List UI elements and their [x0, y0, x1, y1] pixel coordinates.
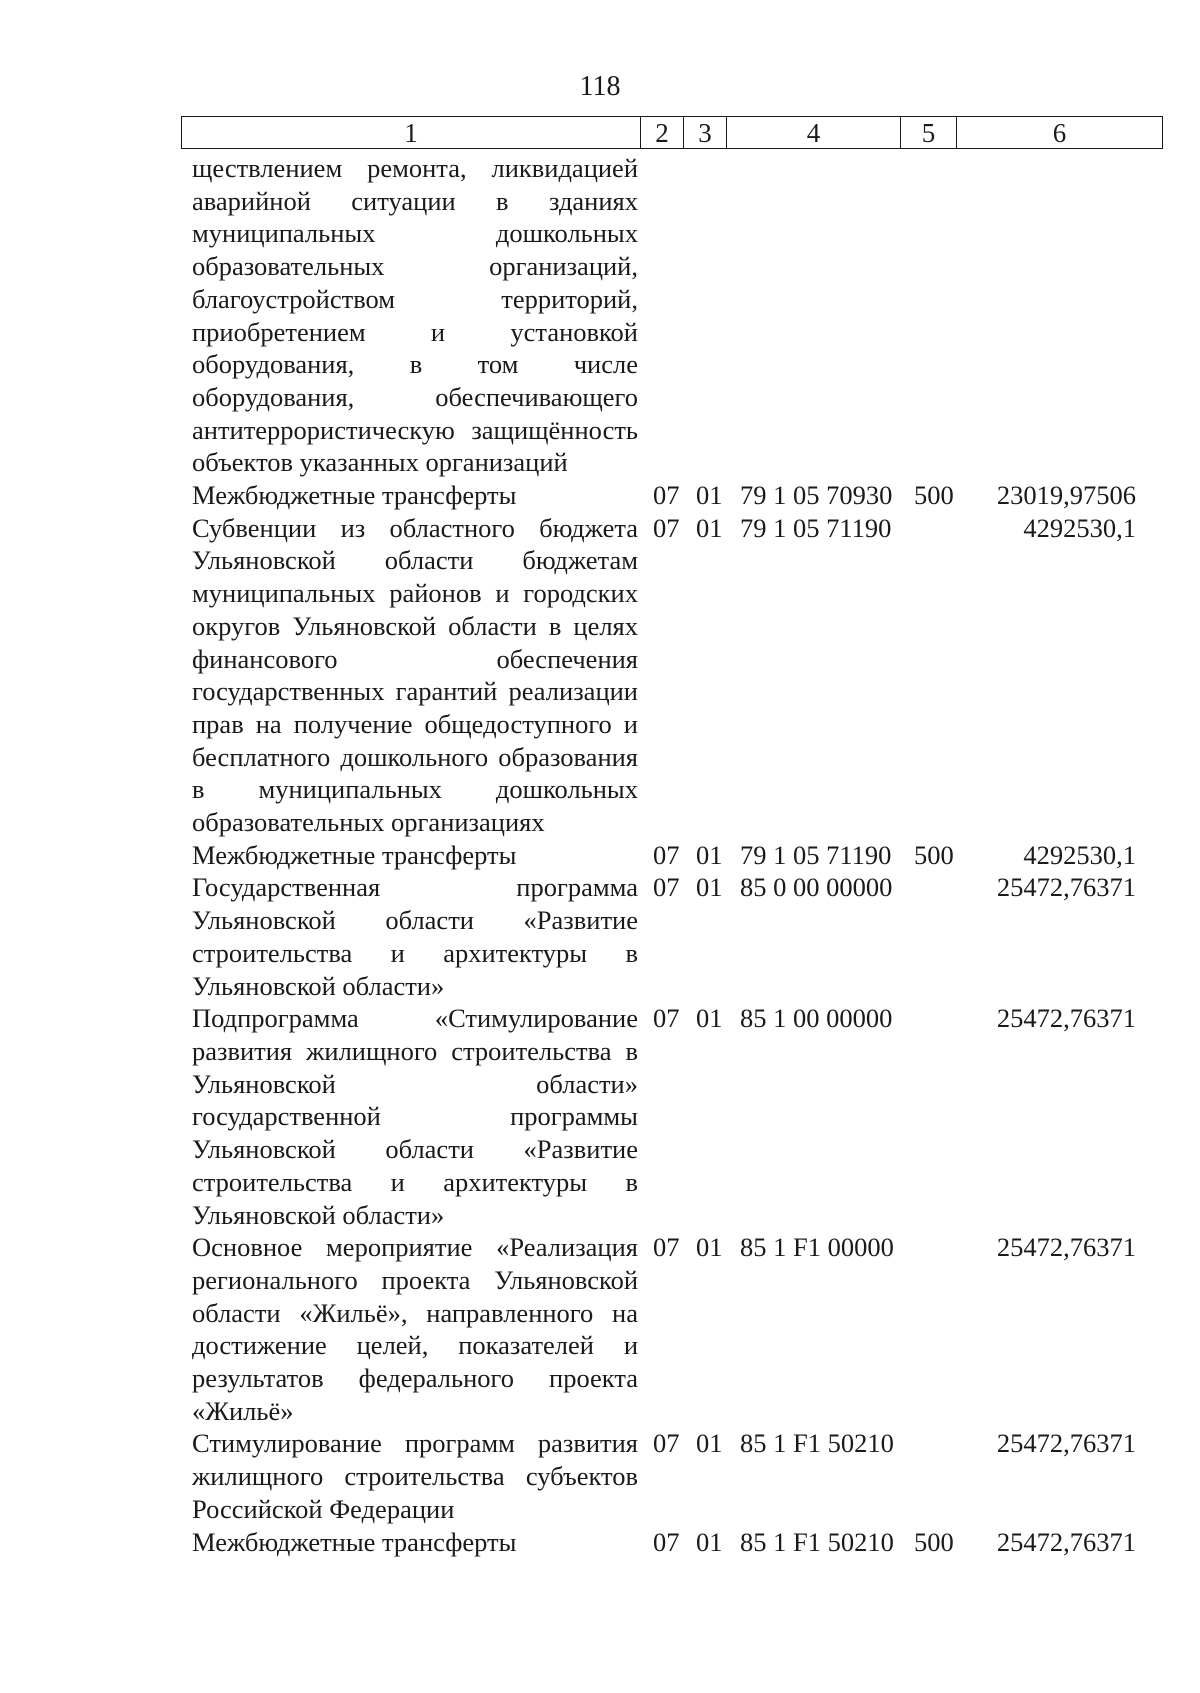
row-target-article: 85 1 00 00000: [740, 1003, 893, 1034]
row-section: 07: [653, 839, 680, 870]
row-subsection: 01: [696, 839, 723, 870]
budget-table-body: [0, 152, 1200, 1558]
row-amount: 25472,76371: [996, 1526, 1136, 1557]
column-header-4: 4: [727, 117, 901, 149]
table-row: [0, 1002, 1200, 1231]
row-subsection: 01: [696, 1428, 723, 1459]
row-description: Субвенции из областного бюджета Ульяновской области бюджетам муниципальных районов и городских округов Ульяновской области в целях финансового обеспечения государственных гарантий реализации прав на получение общедоступного и бесплатного дошкольного образования в муниципальных дошкольных образовательных организациях: [192, 512, 638, 838]
row-amount: 25472,76371: [996, 1428, 1136, 1459]
table-row: [0, 871, 1200, 1002]
column-header-6: 6: [957, 117, 1163, 149]
table-row: [0, 839, 1200, 872]
row-target-article: 79 1 05 70930: [740, 480, 893, 511]
row-section: 07: [653, 1428, 680, 1459]
row-section: 07: [653, 872, 680, 903]
row-target-article: 79 1 05 71190: [740, 839, 892, 870]
row-description: Межбюджетные трансферты: [192, 1526, 517, 1557]
column-header-table: [181, 116, 1163, 149]
row-section: 07: [653, 512, 680, 543]
row-amount: 4292530,1: [1023, 839, 1136, 870]
column-header-row: [182, 117, 1163, 149]
row-description: Межбюджетные трансферты: [192, 839, 517, 870]
row-description: Государственная программа Ульяновской области «Развитие строительства и архитектуры в Ульяновской области»: [192, 872, 638, 1001]
row-amount: 25472,76371: [996, 1003, 1136, 1034]
table-row: [0, 1231, 1200, 1427]
row-target-article: 85 0 00 00000: [740, 872, 893, 903]
row-section: 07: [653, 480, 680, 511]
row-target-article: 79 1 05 71190: [740, 512, 892, 543]
row-target-article: 85 1 F1 50210: [740, 1526, 894, 1557]
row-section: 07: [653, 1003, 680, 1034]
column-header-5: 5: [901, 117, 957, 149]
row-amount: 4292530,1: [1023, 512, 1136, 543]
row-amount: 25472,76371: [996, 872, 1136, 903]
table-row: [0, 1526, 1200, 1559]
row-subsection: 01: [696, 1003, 723, 1034]
row-expense-type: 500: [914, 1526, 954, 1557]
row-description: Межбюджетные трансферты: [192, 480, 517, 511]
row-description: ществлением ремонта, ликвидацией аварийной ситуации в зданиях муниципальных дошкольных образовательных организаций, благоустройством территорий, приобретением и установкой оборудования, в том числе оборудования, обеспечивающего антитеррористическую защищённость объектов указанных организаций: [192, 153, 638, 478]
row-subsection: 01: [696, 872, 723, 903]
table-row: [0, 479, 1200, 512]
row-description: Основное мероприятие «Реализация регионального проекта Ульяновской области «Жильё», направленного на достижение целей, показателей и результатов федерального проекта «Жильё»: [192, 1232, 638, 1426]
column-header-3: 3: [684, 117, 727, 149]
row-subsection: 01: [696, 512, 723, 543]
row-target-article: 85 1 F1 50210: [740, 1428, 894, 1459]
row-subsection: 01: [696, 1232, 723, 1263]
column-header-2: 2: [641, 117, 684, 149]
row-amount: 25472,76371: [996, 1232, 1136, 1263]
table-row: [0, 152, 1200, 479]
row-section: 07: [653, 1232, 680, 1263]
table-row: [0, 512, 1200, 839]
row-target-article: 85 1 F1 00000: [740, 1232, 894, 1263]
row-subsection: 01: [696, 480, 723, 511]
column-header-1: 1: [182, 117, 641, 149]
table-row: [0, 1427, 1200, 1525]
row-description: Стимулирование программ развития жилищного строительства субъектов Российской Федерации: [192, 1428, 638, 1524]
row-expense-type: 500: [914, 839, 954, 870]
row-expense-type: 500: [914, 480, 954, 511]
row-description: Подпрограмма «Стимулирование развития жилищного строительства в Ульяновской области» государственной программы Ульяновской области «Развитие строительства и архитектуры в Ульяновской области»: [192, 1003, 638, 1230]
page-number: 118: [579, 71, 621, 102]
row-section: 07: [653, 1526, 680, 1557]
row-amount: 23019,97506: [996, 480, 1136, 511]
row-subsection: 01: [696, 1526, 723, 1557]
